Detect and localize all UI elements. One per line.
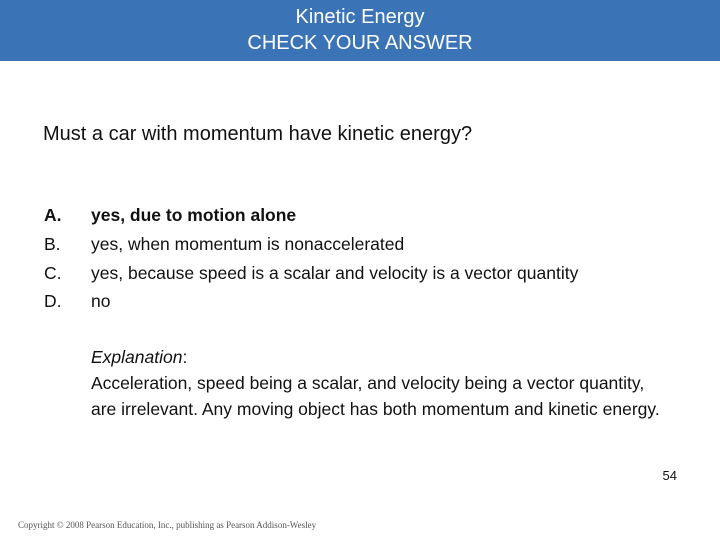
choice-d bbox=[44, 287, 704, 316]
question-text: Must a car with momentum have kinetic energy? bbox=[43, 123, 473, 145]
explanation-colon: : bbox=[182, 347, 188, 367]
choice-letter: D. bbox=[44, 291, 62, 312]
choice-letter: B. bbox=[44, 233, 61, 254]
choice-c bbox=[44, 259, 704, 288]
answer-choices bbox=[44, 201, 704, 316]
choice-text: yes, because speed is a scalar and velocity is a vector quantity bbox=[91, 262, 579, 283]
choice-a bbox=[44, 201, 704, 230]
explanation-block bbox=[91, 344, 671, 422]
explanation-heading bbox=[91, 344, 671, 370]
choice-letter: A. bbox=[44, 205, 62, 225]
slide-subtitle: CHECK YOUR ANSWER bbox=[247, 32, 473, 54]
slide-title-bar bbox=[0, 0, 720, 61]
choice-letter: C. bbox=[44, 262, 62, 283]
copyright-notice: Copyright © 2008 Pearson Education, Inc., publishing as Pearson Addison-Wesley bbox=[18, 520, 317, 530]
page-number: 54 bbox=[662, 468, 677, 483]
choice-text: yes, due to motion alone bbox=[91, 205, 297, 225]
choice-b bbox=[44, 230, 704, 259]
explanation-label: Explanation bbox=[91, 347, 183, 367]
choice-text: yes, when momentum is nonaccelerated bbox=[91, 233, 405, 254]
explanation-text: Acceleration, speed being a scalar, and velocity being a vector quantity, are irrelevant. Any moving object has both momentum and kinetic energy. bbox=[91, 373, 660, 419]
slide-title: Kinetic Energy bbox=[295, 6, 425, 28]
choice-text: no bbox=[91, 291, 111, 312]
